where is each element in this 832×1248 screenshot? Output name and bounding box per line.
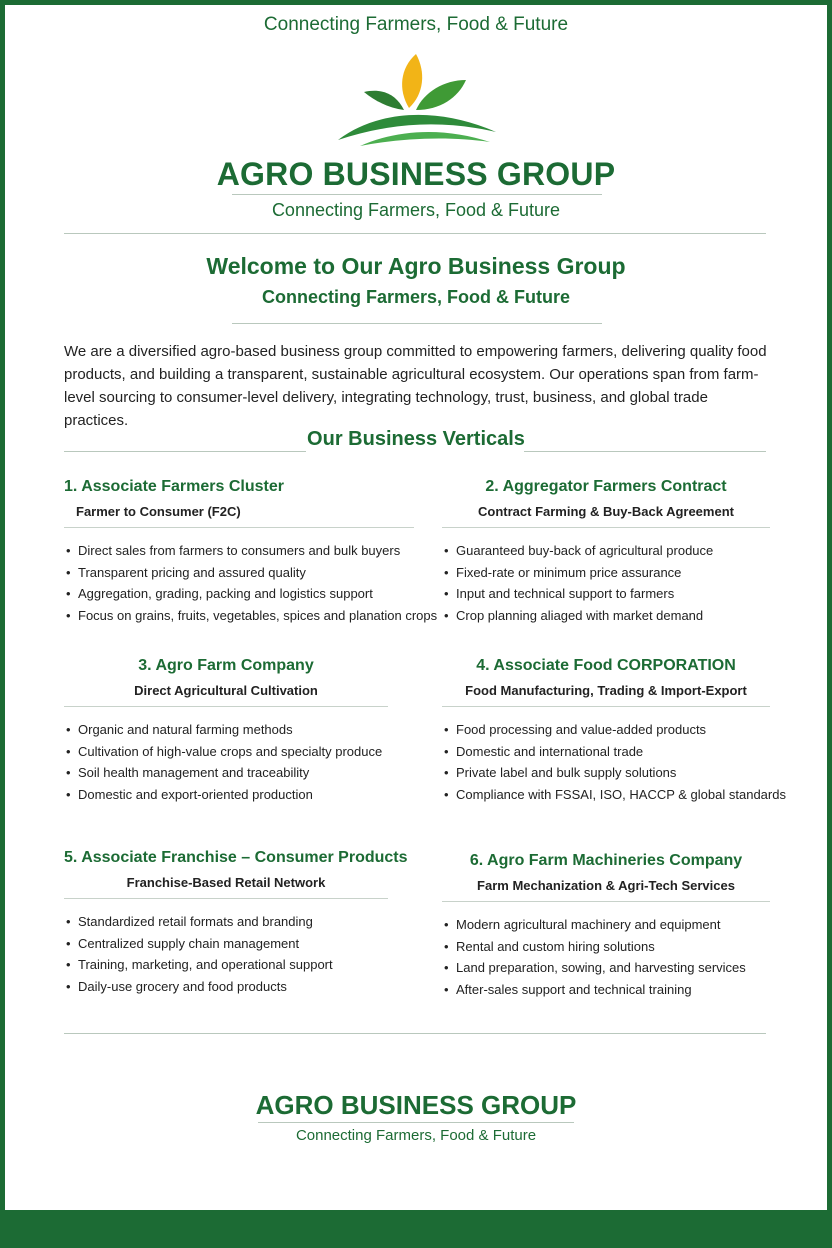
vertical-divider <box>64 898 388 899</box>
bullet-item: • Focus on grains, fruits, vegetables, spices and planation crops <box>64 605 414 627</box>
verticals-rule-left <box>64 451 306 452</box>
vertical-subtitle: Food Manufacturing, Trading & Import-Export <box>465 683 747 698</box>
section-divider <box>64 233 766 234</box>
vertical-title: 6. Agro Farm Machineries Company <box>469 852 743 869</box>
bullet-item: • Centralized supply chain management <box>64 933 388 955</box>
brand-divider <box>232 194 602 195</box>
vertical-divider <box>64 706 388 707</box>
bullet-item: • Daily-use grocery and food products <box>64 976 388 998</box>
bullet-item: • Rental and custom hiring solutions <box>442 936 770 958</box>
vertical-subtitle: Farm Mechanization & Agri-Tech Services <box>477 878 735 893</box>
bullet-item: • Food processing and value-added products <box>442 719 770 741</box>
bullet-item: • Cultivation of high-value crops and specialty produce <box>64 741 388 763</box>
vertical-card-4 <box>442 657 786 805</box>
bullet-item: • Crop planning aliaged with market demand <box>442 605 770 627</box>
bullet-item: • Private label and bulk supply solutions <box>442 762 770 784</box>
bullet-item: • Compliance with FSSAI, ISO, HACCP & global standards <box>442 784 770 806</box>
vertical-divider <box>442 706 770 707</box>
bullet-item: • Land preparation, sowing, and harvesting services <box>442 957 770 979</box>
vertical-divider <box>442 527 770 528</box>
brand-tagline: Connecting Farmers, Food & Future <box>271 200 561 220</box>
bullet-item: • Training, marketing, and operational support <box>64 954 388 976</box>
vertical-bullets <box>442 719 786 805</box>
footer-brand: AGRO BUSINESS GROUP <box>255 1090 577 1120</box>
bullet-item: • Standardized retail formats and branding <box>64 911 388 933</box>
vertical-subtitle: Franchise-Based Retail Network <box>126 875 326 890</box>
bullet-item: • Soil health management and traceability <box>64 762 388 784</box>
vertical-bullets <box>442 914 770 1000</box>
vertical-divider <box>64 527 414 528</box>
vertical-bullets <box>442 540 770 626</box>
bullet-item: • Aggregation, grading, packing and logistics support <box>64 583 414 605</box>
verticals-heading: Our Business Verticals <box>307 428 525 450</box>
bullet-item: • After-sales support and technical training <box>442 979 770 1001</box>
leaf-sprout-logo-icon <box>330 50 500 150</box>
vertical-subtitle: Contract Farming & Buy-Back Agreement <box>478 504 734 519</box>
bullet-item: • Transparent pricing and assured quality <box>64 562 414 584</box>
bullet-item: • Fixed-rate or minimum price assurance <box>442 562 770 584</box>
vertical-bullets <box>64 719 388 805</box>
footer-brand-divider <box>258 1122 574 1123</box>
verticals-rule-right <box>524 451 766 452</box>
welcome-subtitle: Connecting Farmers, Food & Future <box>261 287 570 307</box>
vertical-subtitle: Direct Agricultural Cultivation <box>134 683 318 698</box>
bullet-item: • Domestic and export-oriented production <box>64 784 388 806</box>
intro-paragraph: We are a diversified agro-based business group committed to empowering farmers, delivering quality food products, and building a transparent, sustainable agricultural ecosystem. Our operations span from farm-level sourcing to consumer-level delivery, integrating technology, trust, business, and global trade practices. <box>64 343 767 429</box>
footer-bar <box>0 1210 832 1248</box>
vertical-title: 4. Associate Food CORPORATION <box>476 657 736 674</box>
brand-name: AGRO BUSINESS GROUP <box>216 156 616 192</box>
vertical-card-6 <box>442 852 770 1000</box>
bullet-item: • Input and technical support to farmers <box>442 583 770 605</box>
vertical-title: 1. Associate Farmers Cluster <box>64 478 284 495</box>
bullet-item: • Guaranteed buy-back of agricultural produce <box>442 540 770 562</box>
vertical-title: 2. Aggregator Farmers Contract <box>485 478 727 495</box>
footer-tagline: Connecting Farmers, Food & Future <box>295 1127 537 1144</box>
bullet-item: • Domestic and international trade <box>442 741 770 763</box>
vertical-card-3 <box>64 657 388 805</box>
bullet-item: • Direct sales from farmers to consumers and bulk buyers <box>64 540 414 562</box>
bullet-item: • Organic and natural farming methods <box>64 719 388 741</box>
vertical-bullets <box>64 540 438 626</box>
bullet-item: • Modern agricultural machinery and equipment <box>442 914 770 936</box>
vertical-card-1 <box>64 478 438 626</box>
welcome-divider <box>232 323 602 324</box>
vertical-title: 3. Agro Farm Company <box>138 657 314 674</box>
top-tagline: Connecting Farmers, Food & Future <box>263 14 569 35</box>
welcome-title: Welcome to Our Agro Business Group <box>206 253 626 279</box>
vertical-title: 5. Associate Franchise – Consumer Products <box>64 849 408 866</box>
vertical-divider <box>442 901 770 902</box>
vertical-subtitle: Farmer to Consumer (F2C) <box>76 504 241 519</box>
footer-divider <box>64 1033 766 1034</box>
vertical-card-2 <box>442 478 770 626</box>
vertical-card-5 <box>64 849 408 997</box>
vertical-bullets <box>64 911 388 997</box>
